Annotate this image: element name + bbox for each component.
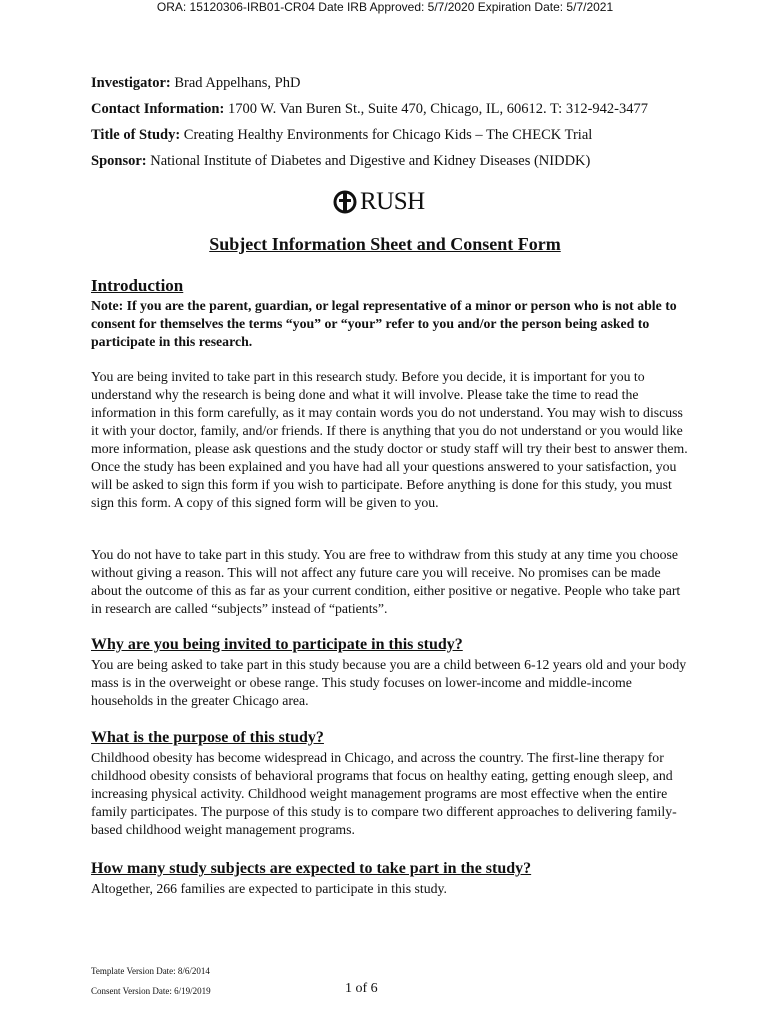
study-title-line <box>91 127 691 144</box>
purpose-heading: What is the purpose of this study? <box>91 729 324 746</box>
study-title-label: Title of Study: <box>91 127 181 143</box>
introduction-paragraph-2: You do not have to take part in this study. You are free to withdraw from this study at any time you choose without giving a reason. This will not affect any future care you will receive. No promises can be made about the outcome of this as far as your current condition, either positive or negative. People who take part in research are called “subjects” instead of “patients”. <box>91 547 681 616</box>
page-number: 1 of 6 <box>345 981 378 996</box>
rush-logo <box>333 188 425 216</box>
purpose-text: Childhood obesity has become widespread in Chicago, and across the country. The first-line therapy for childhood obesity consists of behavioral programs that focus on healthy eating, getting enough sleep, and increasing physical activity. Childhood weight management programs are most effective when the entire family participates. The purpose of this study is to compare two different approaches to delivering family-based childhood weight management programs. <box>91 750 677 837</box>
why-text: You are being asked to take part in this study because you are a child between 6-12 years old and your body mass is in the overweight or obese range. This study focuses on lower-income and middle-income households in the greater Chicago area. <box>91 657 687 708</box>
contact-label: Contact Information: <box>91 101 225 117</box>
introduction-heading: Introduction <box>91 276 184 295</box>
sponsor-label: Sponsor: <box>91 153 147 169</box>
logo-text: RUSH <box>360 188 425 215</box>
how-many-text: Altogether, 266 families are expected to participate in this study. <box>91 881 448 896</box>
contact-value: 1700 W. Van Buren St., Suite 470, Chicago, IL, 60612. T: 312-942-3477 <box>224 101 648 117</box>
introduction-paragraph-1: You are being invited to take part in this research study. Before you decide, it is important for you to understand why the research is being done and what it will involve. Please take the time to read the information in this form carefully, as it may contain words you do not understand. You may wish to discuss it with your doctor, family, and/or friends. If there is anything that you do not understand or you would like more information, please ask questions and the study doctor or study staff will try their best to answer them. Once the study has been explained and you have had all your questions answered to your satisfaction, you will be asked to sign this form if you wish to participate. Before anything is done for this study, you must sign this form. A copy of this signed form will be given to you. <box>91 369 688 510</box>
why-heading: Why are you being invited to participate in this study? <box>91 636 463 653</box>
contact-line <box>91 101 691 118</box>
study-title-value: Creating Healthy Environments for Chicago Kids – The CHECK Trial <box>180 127 593 143</box>
sponsor-value: National Institute of Diabetes and Digestive and Kidney Diseases (NIDDK) <box>146 153 591 169</box>
rush-emblem-icon <box>333 190 357 214</box>
irb-header: ORA: 15120306-IRB01-CR04 Date IRB Approved: 5/7/2020 Expiration Date: 5/7/2021 <box>156 0 614 14</box>
investigator-line <box>91 75 691 92</box>
introduction-note: Note: If you are the parent, guardian, or legal representative of a minor or person who is not able to consent for themselves the terms “you” or “your” refer to you and/or the person being asked to participate in this research. <box>91 298 677 349</box>
investigator-value: Brad Appelhans, PhD <box>170 75 301 91</box>
sponsor-line <box>91 153 691 170</box>
document-title: Subject Information Sheet and Consent Form <box>209 234 561 254</box>
investigator-label: Investigator: <box>91 75 171 91</box>
template-version: Template Version Date: 8/6/2014 <box>91 966 210 976</box>
how-many-heading: How many study subjects are expected to take part in the study? <box>91 860 532 877</box>
consent-version: Consent Version Date: 6/19/2019 <box>91 986 211 996</box>
